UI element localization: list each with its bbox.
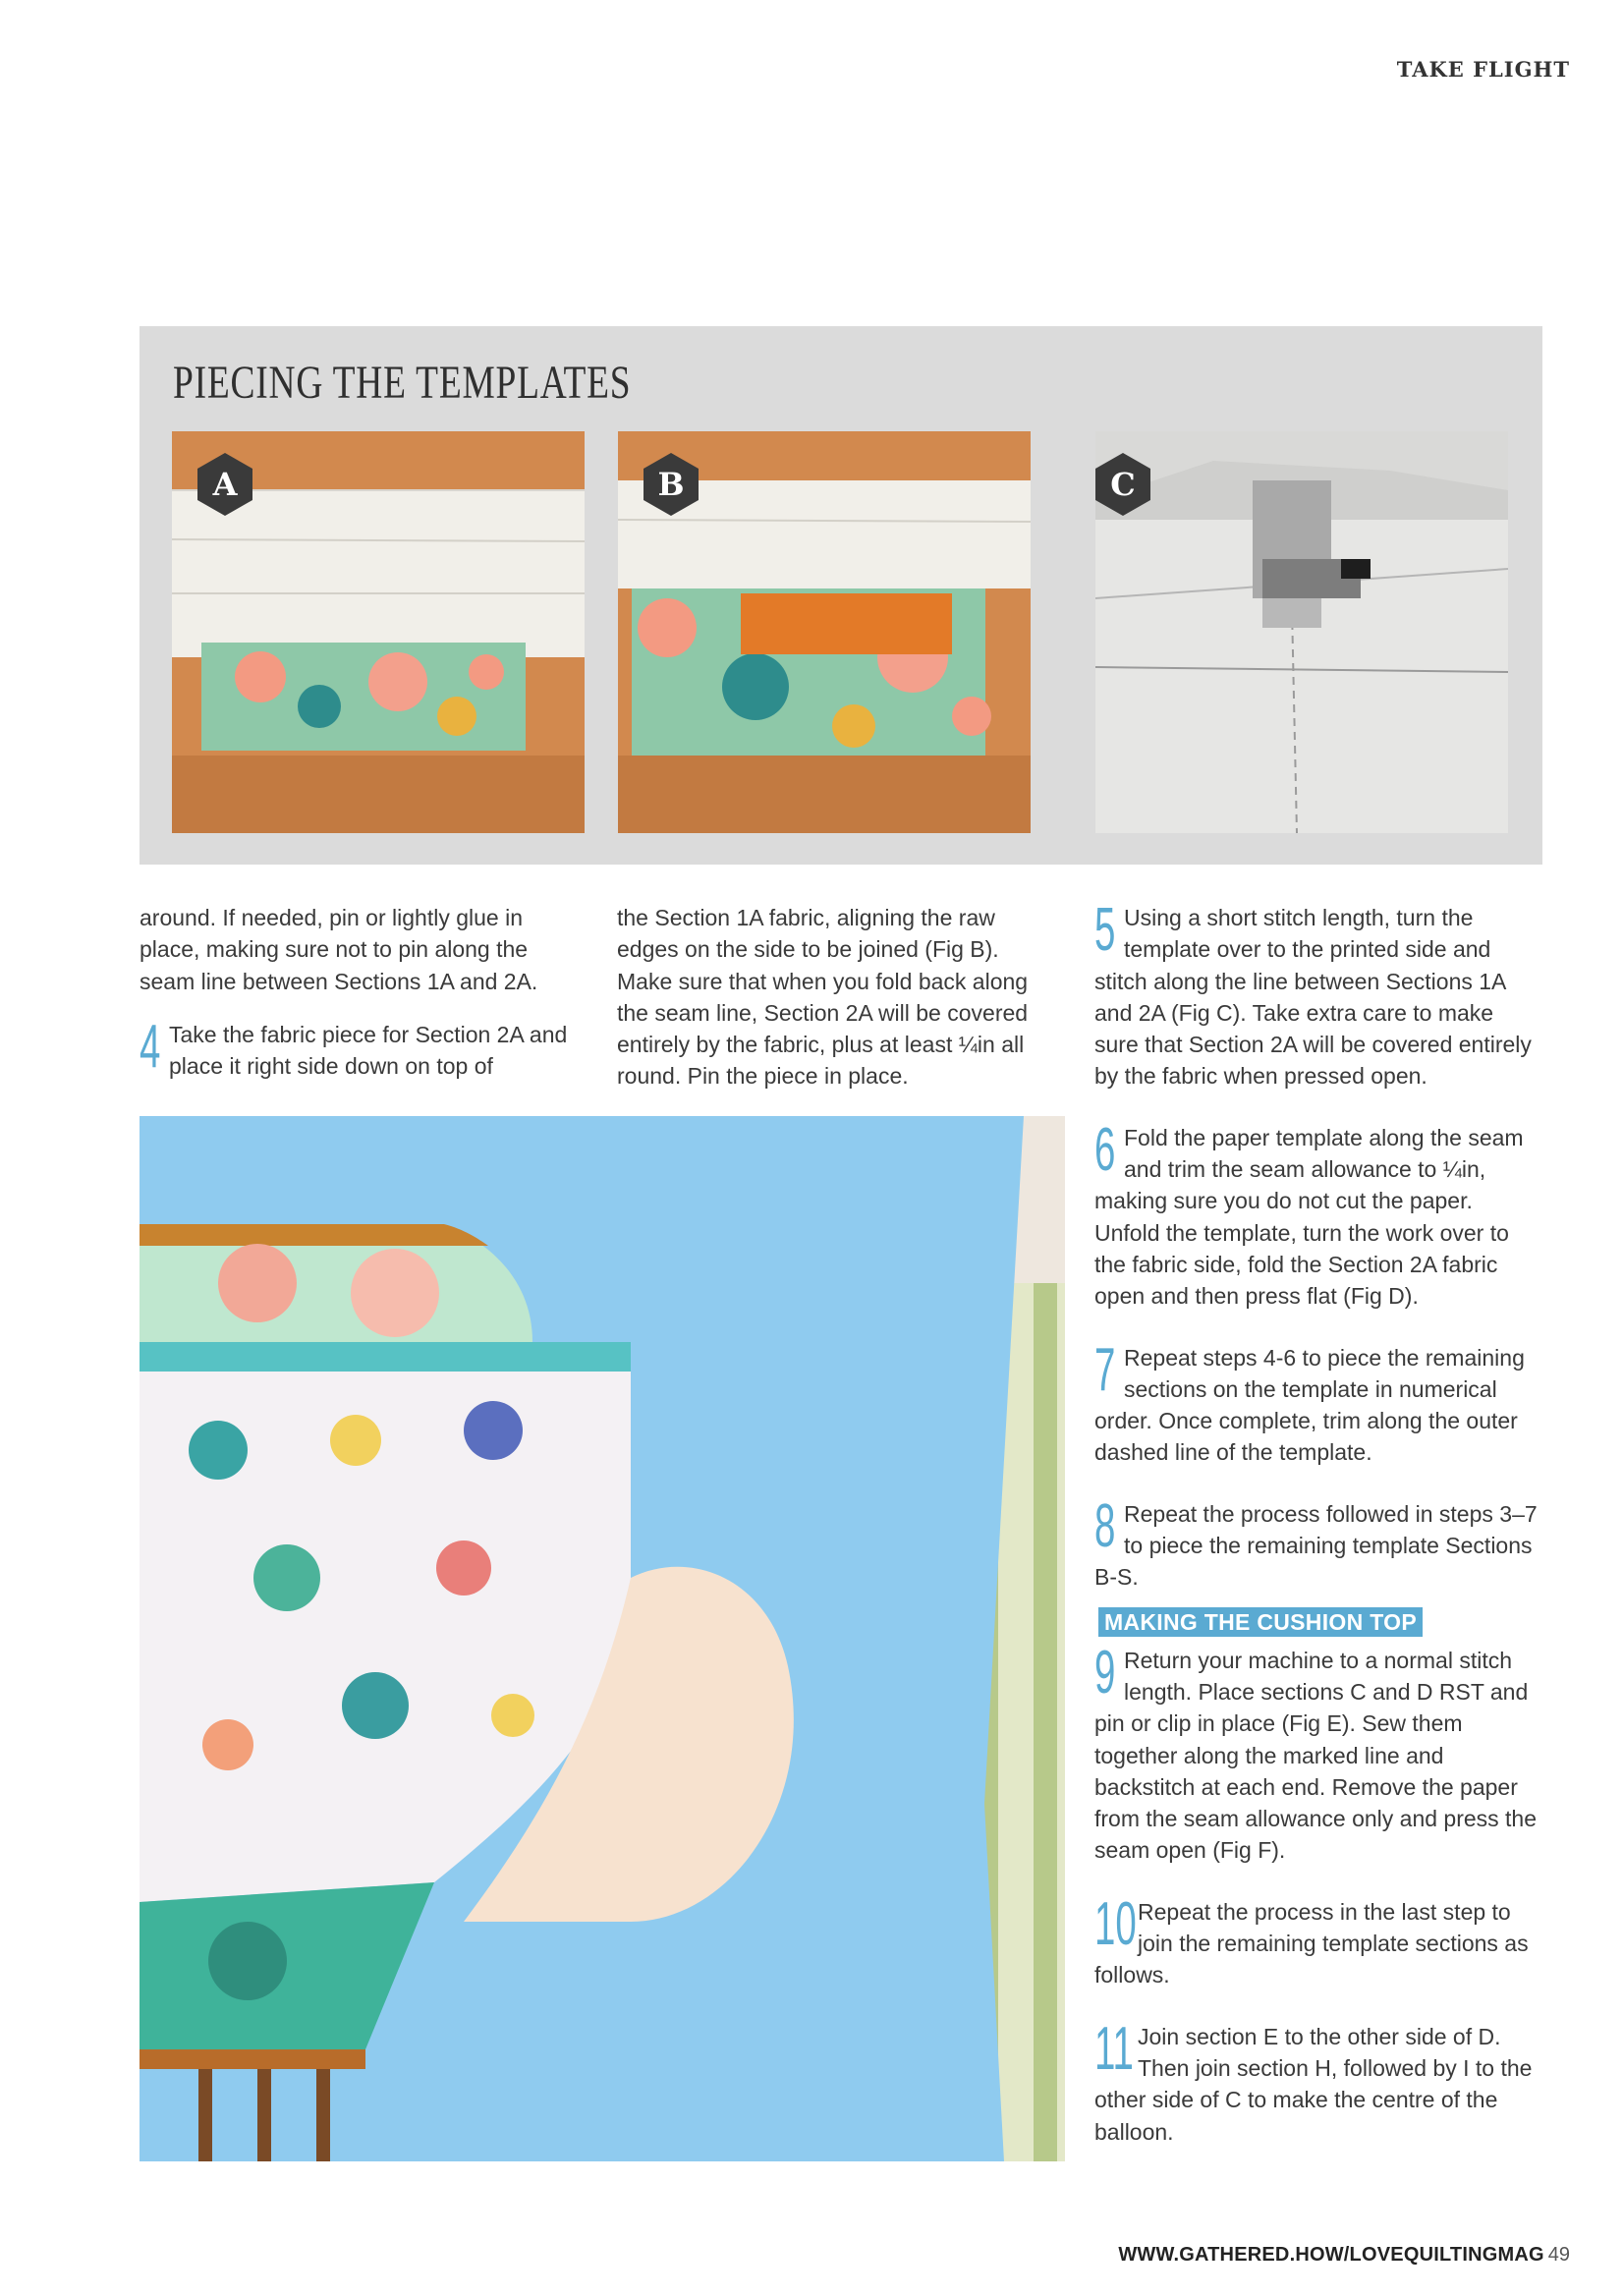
step-8	[1094, 1491, 1542, 1594]
step-4	[140, 1012, 580, 1083]
panel-title: PIECING THE TEMPLATES	[173, 357, 632, 409]
figure-c-badge: C	[1095, 453, 1150, 516]
page-number: 49	[1547, 2244, 1570, 2266]
figure-b-photo	[618, 431, 1031, 833]
step-number: 4	[140, 1012, 161, 1081]
step-number: 7	[1094, 1335, 1116, 1404]
section-heading: MAKING THE CUSHION TOP	[1098, 1607, 1423, 1637]
step-number: 9	[1094, 1638, 1116, 1707]
step-number: 10	[1094, 1889, 1137, 1958]
step-text: Repeat steps 4-6 to piece the remaining sections on the template in numerical order. Once complete, trim along the outer dashed line of the template.	[1094, 1344, 1525, 1466]
step-number: 8	[1094, 1491, 1116, 1560]
figure-panel	[140, 326, 1542, 865]
step-6	[1094, 1115, 1542, 1313]
step-5	[1094, 896, 1542, 1092]
running-header: TAKE FLIGHT	[1396, 57, 1570, 82]
step-text: Return your machine to a normal stitch length. Place sections C and D RST and pin or clip in place (Fig E). Sew them together along the marked line and backstitch at each end. Remove the paper from the seam allowance only and press the seam open (Fig F).	[1094, 1647, 1538, 1864]
step-7	[1094, 1335, 1542, 1469]
figure-c-photo	[1095, 431, 1508, 833]
step-9	[1094, 1638, 1542, 1867]
step-text: Fold the paper template along the seam and trim the seam allowance to ¼in, making sure you do not cut the paper. Unfold the template, turn the work over to the fabric side, fold the Section 2A fabric open and then press flat (Fig D).	[1094, 1124, 1524, 1310]
footer-url: WWW.GATHERED.HOW/LOVEQUILTINGMAG	[1118, 2244, 1544, 2266]
step-text: Repeat the process followed in steps 3–7 to piece the remaining template Sections B-S.	[1094, 1500, 1538, 1591]
text-column-1	[140, 902, 580, 1111]
step-number: 6	[1094, 1115, 1116, 1184]
step-number: 11	[1094, 2014, 1134, 2083]
step-text: Join section E to the other side of D. Then join section H, followed by I to the other side of C to make the centre of the balloon.	[1094, 2023, 1533, 2145]
page-footer	[1118, 2244, 1570, 2267]
intro-paragraph: around. If needed, pin or lightly glue in place, making sure not to pin along the seam line between Sections 1A and 2A.	[140, 905, 538, 994]
step-text: Using a short stitch length, turn the template over to the printed side and stitch along the line between Sections 1A and 2A (Fig C). Take extra care to make sure that Section 2A will be covered entirely by the fabric when pressed open.	[1094, 905, 1532, 1090]
text-column-3	[1094, 896, 1542, 2177]
figure-a-photo	[172, 431, 585, 833]
step-text: Take the fabric piece for Section 2A and place it right side down on top of	[169, 1021, 568, 1080]
continuation-paragraph: the Section 1A fabric, aligning the raw edges on the side to be joined (Fig B). Make sure that when you fold back along the seam line, Section 2A will be covered entirely by the fabric, plus at least ¼in all round. Pin the piece in place.	[617, 905, 1029, 1090]
text-column-2	[617, 902, 1059, 1108]
step-text: Repeat the process in the last step to join the remaining template sections as follows.	[1094, 1898, 1529, 1988]
step-number: 5	[1094, 896, 1116, 964]
cushion-photo	[140, 1116, 1065, 2161]
step-11	[1094, 2014, 1542, 2148]
step-10	[1094, 1889, 1542, 1991]
figure-b-badge: B	[644, 453, 699, 516]
figure-a-badge: A	[197, 453, 252, 516]
